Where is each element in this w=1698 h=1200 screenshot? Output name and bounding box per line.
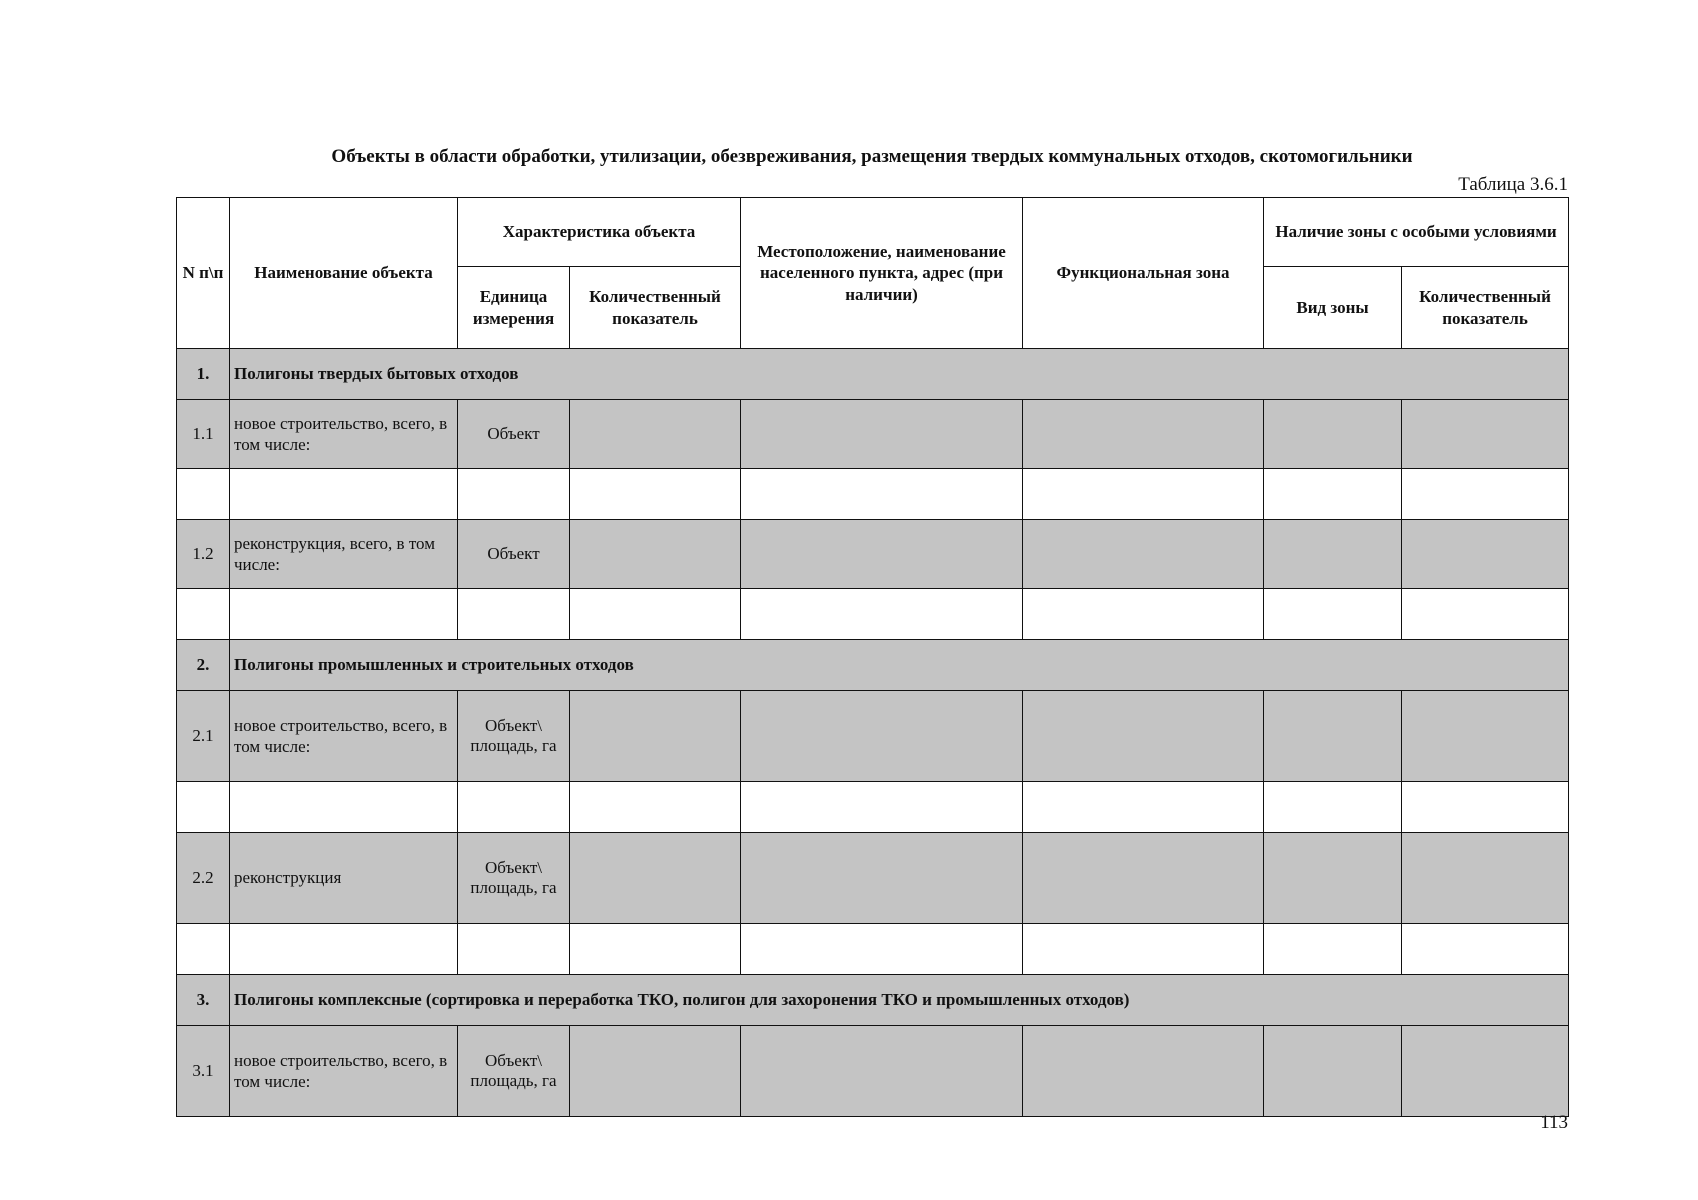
section-label: Полигоны комплексные (сортировка и переработка ТКО, полигон для захоронения ТКО и промышленных отходов) (230, 975, 1569, 1026)
row-unit: Объект (458, 520, 570, 589)
document-title: Объекты в области обработки, утилизации, обезвреживания, размещения твердых коммунальных отходов, скотомогильники (331, 146, 1413, 167)
section-label: Полигоны промышленных и строительных отходов (230, 640, 1569, 691)
table-row-blank (177, 924, 1569, 975)
row-zone-quantity (1402, 400, 1569, 469)
waste-objects-table (176, 197, 1569, 1117)
header-name: Наименование объекта (230, 198, 458, 349)
row-unit: Объект\ площадь, га (458, 691, 570, 782)
row-quantity (570, 400, 741, 469)
row-number: 1.1 (177, 400, 230, 469)
table-row (177, 400, 1569, 469)
row-unit: Объект\ площадь, га (458, 1026, 570, 1117)
row-location (741, 833, 1023, 924)
header-functional-zone: Функциональная зона (1023, 198, 1264, 349)
table-row (177, 691, 1569, 782)
row-location (741, 1026, 1023, 1117)
table-label: Таблица 3.6.1 (1458, 174, 1568, 195)
table-row (177, 975, 1569, 1026)
row-zone-quantity (1402, 691, 1569, 782)
row-functional-zone (1023, 400, 1264, 469)
header-zone-quantity: Количественный показатель (1402, 267, 1569, 349)
header-location: Местоположение, наименование населенного пункта, адрес (при наличии) (741, 198, 1023, 349)
row-quantity (570, 1026, 741, 1117)
row-quantity (570, 691, 741, 782)
row-name: реконструкция (230, 833, 458, 924)
header-unit: Единица измерения (458, 267, 570, 349)
row-zone-type (1264, 833, 1402, 924)
row-name: новое строительство, всего, в том числе: (230, 691, 458, 782)
row-number: 2.2 (177, 833, 230, 924)
row-location (741, 400, 1023, 469)
row-number: 3.1 (177, 1026, 230, 1117)
row-zone-quantity (1402, 1026, 1569, 1117)
table-row (177, 833, 1569, 924)
row-zone-quantity (1402, 520, 1569, 589)
row-zone-type (1264, 1026, 1402, 1117)
row-quantity (570, 520, 741, 589)
table-row (177, 1026, 1569, 1117)
row-name: новое строительство, всего, в том числе: (230, 1026, 458, 1117)
row-unit: Объект\ площадь, га (458, 833, 570, 924)
row-number: 3. (177, 975, 230, 1026)
table-row (177, 640, 1569, 691)
row-zone-type (1264, 400, 1402, 469)
row-functional-zone (1023, 691, 1264, 782)
row-number: 1.2 (177, 520, 230, 589)
header-quantity: Количественный показатель (570, 267, 741, 349)
header-characteristics: Характеристика объекта (458, 198, 741, 267)
row-number: 2.1 (177, 691, 230, 782)
row-quantity (570, 833, 741, 924)
header-num: N п\п (177, 198, 230, 349)
row-zone-type (1264, 691, 1402, 782)
row-zone-quantity (1402, 833, 1569, 924)
row-functional-zone (1023, 833, 1264, 924)
table-row-blank (177, 589, 1569, 640)
row-functional-zone (1023, 520, 1264, 589)
table-row (177, 349, 1569, 400)
header-zone-type: Вид зоны (1264, 267, 1402, 349)
row-zone-type (1264, 520, 1402, 589)
row-number: 1. (177, 349, 230, 400)
row-functional-zone (1023, 1026, 1264, 1117)
row-location (741, 520, 1023, 589)
table-row (177, 520, 1569, 589)
section-label: Полигоны твердых бытовых отходов (230, 349, 1569, 400)
header-special-zone: Наличие зоны с особыми условиями (1264, 198, 1569, 267)
table-row-blank (177, 782, 1569, 833)
row-name: новое строительство, всего, в том числе: (230, 400, 458, 469)
row-number: 2. (177, 640, 230, 691)
row-unit: Объект (458, 400, 570, 469)
row-location (741, 691, 1023, 782)
page-number: 113 (1540, 1112, 1568, 1133)
row-name: реконструкция, всего, в том числе: (230, 520, 458, 589)
table-row-blank (177, 469, 1569, 520)
